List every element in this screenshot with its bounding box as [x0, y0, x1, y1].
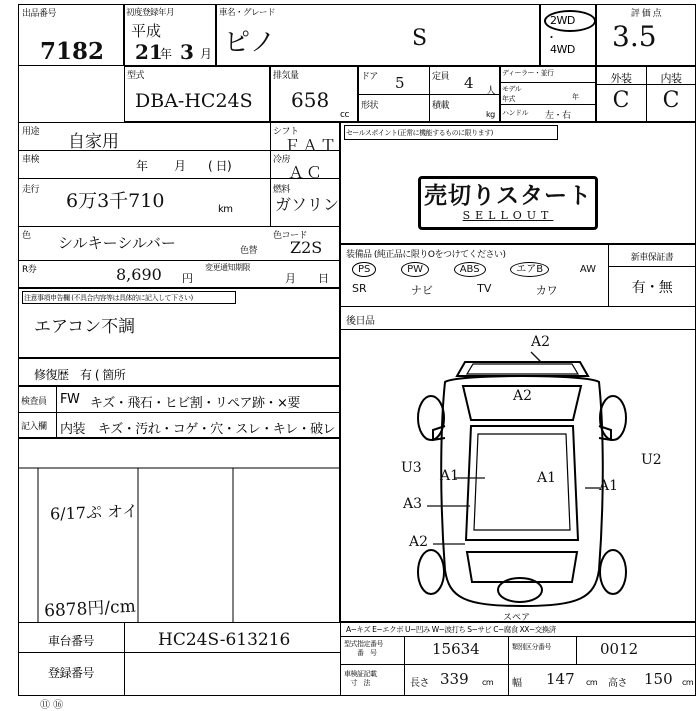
height-label: 高さ: [608, 678, 627, 689]
damage-mark-a2-lower: A2: [409, 534, 429, 550]
equipment-title: 装備品 (純正品に限りOをつけてください): [346, 250, 506, 260]
caution-label: 注意事項申告欄 (不具合内容等は具体的に記入して下さい): [24, 294, 193, 302]
equipment-row-2: [352, 282, 602, 298]
model-name-value: ピノ: [224, 28, 276, 58]
damage-mark-a1-left: A1: [440, 468, 460, 484]
inspector-row-divider: [18, 412, 340, 413]
dealer-label: ディーラー・並行: [502, 69, 554, 77]
damage-mark-u2: U2: [641, 452, 662, 468]
displacement-unit: cc: [340, 110, 349, 120]
sellout-stamp: [418, 176, 598, 230]
damage-mark-a3: A3: [403, 496, 423, 512]
exterior-grade: C: [612, 88, 630, 113]
reg-year-unit: 年: [160, 47, 172, 61]
recycle-label: R券: [22, 265, 37, 275]
reg-year-value: 21: [135, 40, 163, 64]
footer-right-vdiv-2: [508, 636, 509, 696]
notice-month: 月: [285, 272, 296, 285]
ac-value: ＡＣ: [288, 163, 325, 182]
color-value: シルキーシルバー: [58, 234, 176, 252]
inspection-label: 車検: [22, 155, 40, 165]
footer-label-divider: [124, 622, 125, 696]
width-label: 幅: [512, 678, 522, 689]
warranty-value: 有・無: [631, 280, 673, 296]
drive-4wd-label: 4WD: [550, 43, 575, 56]
repair-history-label: 修復歴 有 ( 箇所: [34, 368, 126, 382]
fuel-value: ガソリン: [275, 195, 340, 214]
exterior-row-head: FW: [60, 392, 80, 407]
type-value: DBA-HC24S: [135, 90, 253, 112]
exhibit-no-value: 7182: [40, 38, 105, 65]
mileage-value: 6万3千710: [66, 190, 165, 212]
bottom-edge-marks: ⑪ ⑯: [40, 700, 64, 711]
equipment-bottom-divider: [340, 306, 696, 307]
width-unit: cm: [586, 678, 598, 687]
color-code-label: 色コード: [273, 231, 308, 241]
use-value: 自家用: [68, 132, 119, 152]
post-item-label: 後日品: [346, 316, 375, 327]
exterior-items: キズ・飛石・ヒビ割・リペア跡・×要: [90, 396, 300, 411]
left-col-divider: [270, 122, 271, 226]
width-value: 147: [546, 670, 575, 688]
model-year-unit: 年: [572, 93, 579, 101]
ac-label: 冷房: [273, 155, 291, 165]
damage-mark-a1-center: A1: [537, 470, 557, 486]
type-designation-label: 型式指定番号 番 号: [344, 640, 383, 657]
capacity-value: 4: [464, 74, 474, 92]
chassis-value: HC24S-613216: [158, 630, 291, 650]
sellout-jp: 売切りスタート: [424, 183, 592, 209]
capacity-unit: 人: [486, 86, 496, 97]
height-value: 150: [644, 670, 673, 688]
footer-right-vdiv-3: [576, 636, 577, 664]
type-designation-value: 15634: [432, 640, 480, 658]
inspector-label: 検査員: [21, 397, 47, 407]
color-label: 色: [22, 231, 31, 241]
footer-col-divider: [340, 622, 341, 696]
interior-grade: C: [662, 88, 680, 113]
left-sep-3: [18, 226, 340, 227]
equipment-aw[interactable]: AW: [579, 264, 596, 275]
drive-2wd-marker: [544, 10, 596, 32]
doors-label: ドア: [361, 72, 378, 82]
damage-mark-a2: A2: [513, 388, 533, 404]
equipment-warranty-hdivider: [608, 266, 696, 267]
writer-label: 記入欄: [21, 422, 47, 432]
registration-label: 登録番号: [47, 666, 94, 680]
length-value: 339: [440, 670, 469, 688]
dealer-divider-1: [500, 82, 596, 83]
height-unit: cm: [682, 678, 694, 687]
color-change-label: 色替: [240, 246, 258, 256]
footer-right-vdiv-1: [404, 636, 405, 696]
caution-value: エアコン不調: [34, 317, 136, 337]
exhibit-no-label: 出品番号: [22, 9, 57, 19]
shape-label: 形状: [361, 101, 379, 111]
length-unit: cm: [482, 678, 494, 687]
fuel-label: 燃料: [273, 185, 291, 195]
car-damage-diagram: [345, 330, 700, 630]
memo-handwriting-2: 6878円/cm: [43, 596, 137, 622]
interior-label: 内装: [660, 72, 682, 85]
grade-value: S: [412, 26, 428, 51]
interior-items: キズ・汚れ・コゲ・穴・スレ・キレ・破レ: [98, 422, 336, 437]
equipment-sr[interactable]: SR: [352, 282, 367, 295]
type-label: 型式: [127, 71, 145, 81]
sales-point-label: セールスポイント(正常に機能するものに限ります): [346, 129, 493, 137]
inspection-year: 年: [136, 159, 148, 173]
first-registration-label: 初度登録年月: [126, 8, 175, 18]
damage-mark-a2-top: A2: [531, 334, 551, 350]
sellout-en: SELLOUT: [462, 209, 554, 222]
inspection-day: ( 日): [208, 159, 232, 173]
doors-value: 5: [395, 74, 405, 92]
inspection-month: 月: [174, 159, 186, 173]
notice-label: 変更通知期限: [205, 263, 250, 272]
class-value: 0012: [600, 640, 639, 658]
spare-label: スペア: [503, 613, 531, 623]
damage-mark-a1-right: A1: [599, 478, 619, 494]
warranty-label: 新車保証書: [630, 253, 674, 263]
load-unit: kg: [486, 110, 495, 119]
color-code-value: Z2S: [290, 238, 323, 257]
left-sep-4: [18, 260, 340, 261]
equipment-navi[interactable]: ナビ: [410, 284, 433, 297]
dealer-divider-2: [500, 104, 596, 105]
memo-handwriting-1: 6/17ぷ オイ: [49, 501, 139, 524]
equipment-row-1: [352, 262, 602, 277]
inspector-col-divider: [56, 386, 57, 438]
equipment-tv[interactable]: TV: [477, 282, 492, 295]
reg-month-unit: 月: [200, 47, 212, 61]
equipment-leather[interactable]: カワ: [535, 284, 558, 297]
shift-value: ＦＡＴ: [284, 136, 339, 155]
model-grade-label: 車名・グレード: [219, 8, 276, 18]
recycle-unit: 円: [182, 272, 193, 285]
rating-value: 3.5: [612, 20, 657, 53]
displacement-value: 658: [291, 88, 330, 112]
shift-label: シフト: [273, 127, 299, 137]
footer-row-divider: [18, 652, 340, 653]
footer-right-divider-1: [340, 636, 696, 637]
capacity-label: 定員: [432, 72, 450, 82]
use-label: 用途: [22, 127, 40, 137]
damage-mark-u3: U3: [401, 460, 422, 476]
equipment-abs[interactable]: ABS: [454, 262, 486, 277]
handle-label: ハンドル: [502, 109, 528, 117]
mark-legend: A−キズ E−エクボ U−凹み W−波打ち S−サビ C−腐食 XX−交換済: [346, 625, 556, 634]
interior-row-head: 内装: [60, 422, 86, 437]
class-label: 類別区分番号: [512, 643, 551, 651]
mileage-unit: km: [218, 204, 233, 215]
handle-value: 左・右: [545, 111, 571, 121]
exterior-label: 外装: [610, 72, 632, 85]
chassis-label: 車台番号: [47, 634, 94, 648]
model-year-label: モデル 年式: [502, 85, 522, 103]
displacement-label: 排気量: [273, 71, 299, 81]
footer-right-divider-2: [340, 664, 696, 665]
mileage-label: 走行: [22, 185, 40, 195]
rating-label: 評 価 点: [630, 9, 662, 19]
dimension-label: 車検証記載 寸 法: [344, 670, 377, 687]
era-value: 平成: [131, 22, 162, 40]
doors-capacity-vdivider: [429, 66, 430, 122]
equipment-ps[interactable]: PS: [352, 262, 376, 277]
drive-separator: ・: [546, 31, 557, 44]
load-label: 積載: [432, 101, 450, 111]
drive-2wd-label: 2WD: [550, 14, 575, 27]
recycle-value: 8,690: [116, 265, 162, 284]
length-label: 長さ: [410, 678, 429, 689]
reg-month-value: 3: [180, 40, 194, 64]
notice-day: 日: [318, 272, 329, 285]
equipment-pw[interactable]: PW: [401, 262, 429, 277]
equipment-airbag[interactable]: エアB: [510, 262, 549, 277]
